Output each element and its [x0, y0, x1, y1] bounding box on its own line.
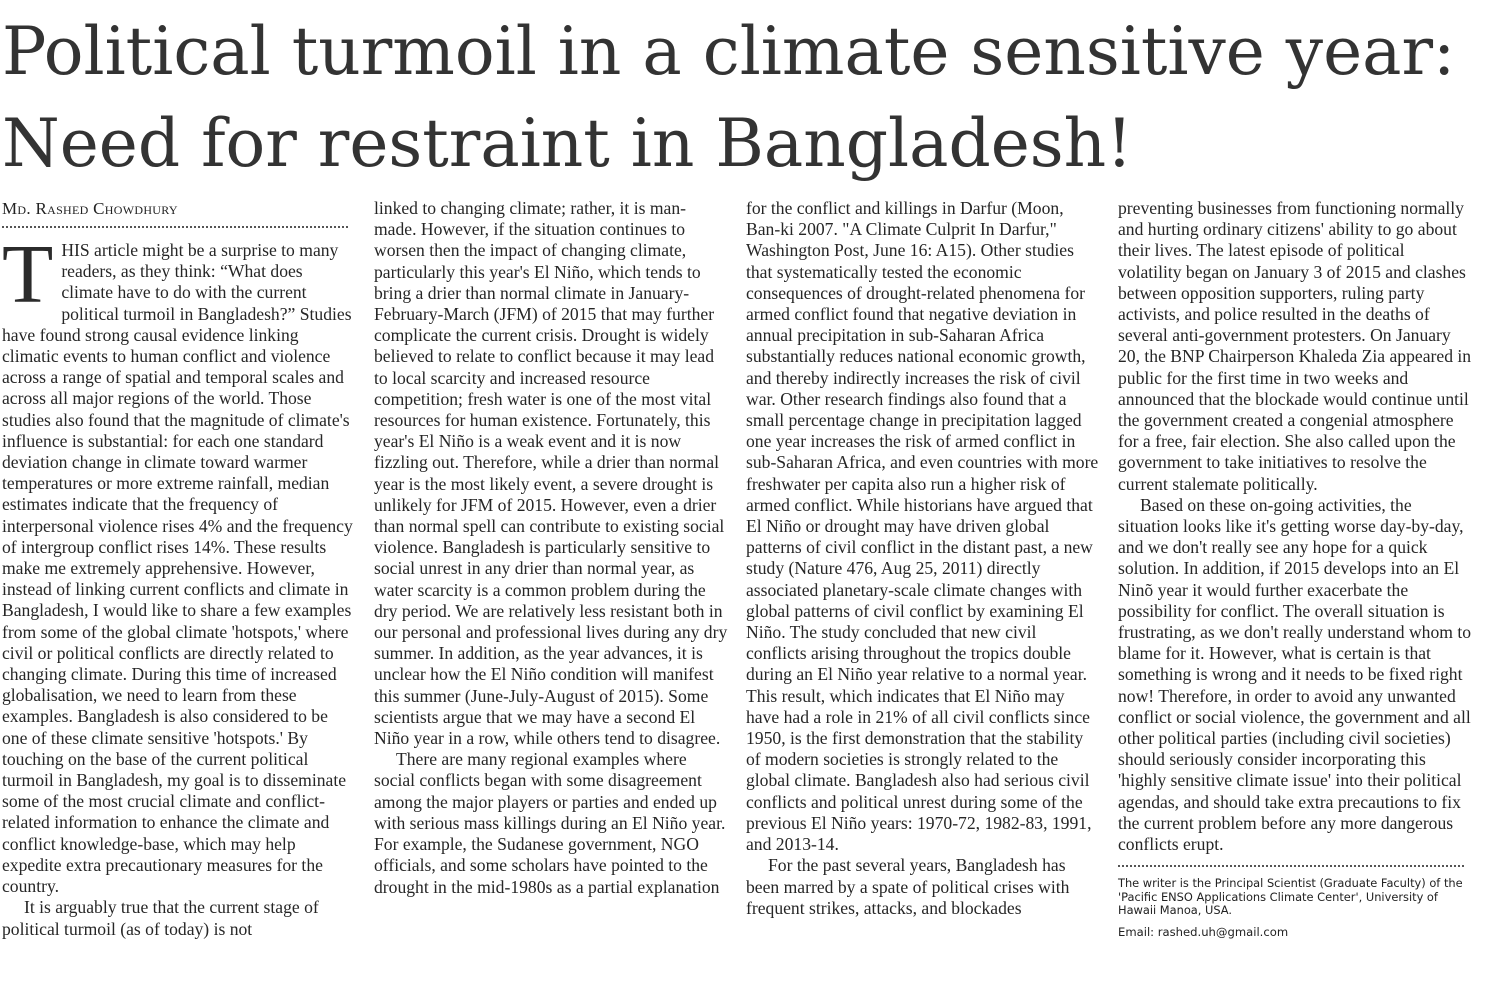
- col4-paragraph-2: Based on these on-going activities, the situation looks like it's getting worse day-by-day, and we don't really see any hope for a quick solution. In addition, if 2015 develops into an El Ninõ year it would further exacerbate the possibility for conflict. The overall situation is frustrating, as we don't really understand whom to blame for it. However, what is certain is that something is wrong and it needs to be fixed right now! Therefore, in order to avoid any unwanted conflict or social violence, the government and all other political parties (including civil societies) should seriously consider incorporating this 'highly sensitive climate issue' into their political agendas, and should take extra precautions to fix the current problem before any more dangerous conflicts erupt.: [1118, 494, 1472, 855]
- col2-paragraph-2: There are many regional examples where social conflicts began with some disagreement among the major players or parties and ended up with serious mass killings during an El Niño year. For example, the Sudanese government, NGO officials, and some scholars have pointed to the drought in the mid-1980s as a partial explanation: [374, 749, 726, 897]
- byline: Md. Rashed Chowdhury: [2, 199, 178, 218]
- author-email: Email: rashed.uh@gmail.com: [1118, 924, 1289, 939]
- col1-paragraph-2: It is arguably true that the current stage of political turmoil (as of today) is not: [2, 897, 319, 939]
- headline: [2, 6, 1482, 190]
- column-2: [374, 198, 728, 898]
- drop-cap: T: [2, 228, 54, 321]
- col2-paragraph-1: linked to changing climate; rather, it is man-made. However, if the situation continues to worsen then the impact of changing climate, particularly this year's El Niño, which tends to bring a drier than normal climate in January-February-March (JFM) of 2015 that may further complicate the current crisis. Drought is widely believed to relate to conflict because it may lead to local scarcity and increased resource competition; fresh water is one of the most vital resources for human existence. Fortunately, this year's El Niño is a weak event and it is now fizzling out. Therefore, while a drier than normal year is the most likely event, a severe drought is unlikely for JFM of 2015. However, even a drier than normal spell can contribute to existing social violence. Bangladesh is particularly sensitive to social unrest in any drier than normal year, as water scarcity is a common problem during the dry period. We are relatively less resistant both in our personal and professional lives during any dry summer. In addition, as the year advances, it is unclear how the El Niño condition will manifest this summer (June-July-August of 2015). Some scientists argue that we may have a second El Niño year in a row, while others tend to disagree.: [374, 198, 728, 749]
- column-1: [2, 198, 356, 940]
- col4-paragraph-1: preventing businesses from functioning normally and hurting ordinary citizens' ability to go about their lives. The latest episode of political volatility began on January 3 of 2015 and clashes between opposition supporters, ruling party activists, and police resulted in the deaths of several anti-government protesters. On January 20, the BNP Chairperson Khaleda Zia appeared in public for the first time in two weeks and announced that the blockade would continue until the government created a congenial atmosphere for a free, fair election. She also called upon the government to take initiatives to resolve the current stalemate politically.: [1118, 198, 1472, 494]
- column-3: [746, 198, 1100, 919]
- col3-paragraph-2: For the past several years, Bangladesh has been marred by a spate of political crises with frequent strikes, attacks, and blockades: [746, 855, 1070, 918]
- headline-line-2: Need for restraint in Bangladesh!: [2, 105, 1133, 182]
- headline-line-1: Political turmoil in a climate sensitive year:: [2, 13, 1456, 90]
- column-4: [1118, 198, 1472, 939]
- col1-paragraph-1-text: HIS article might be a surprise to many readers, as they think: “What does climate have to do with the current political turmoil in Bangladesh?” Studies have found strong causal evidence linking climatic events to human conflict and violence across a range of spatial and temporal scales and across all major regions of the world. Those studies also found that the magnitude of climate's influence is substantial: for each one standard deviation change in climate toward warmer temperatures or more extreme rainfall, median estimates indicate that the frequency of interpersonal violence rises 4% and the frequency of intergroup conflict rises 14%. These results make me extremely apprehensive. However, instead of linking current conflicts and climate in Bangladesh, I would like to share a few examples from some of the global climate 'hotspots,' where civil or political conflicts are directly related to changing climate. During this time of increased globalisation, we need to learn from these examples. Bangladesh is also considered to be one of these climate sensitive 'hotspots.' By touching on the base of the current political turmoil in Bangladesh, my goal is to disseminate some of the most crucial climate and conflict-related information to enhance the climate and conflict knowledge-base, which may help expedite extra precautionary measures for the country.: [2, 240, 353, 897]
- col1-paragraph-1: [2, 228, 356, 897]
- author-note: The writer is the Principal Scientist (Graduate Faculty) of the 'Pacific ENSO Applications Climate Center', University of Hawaii Manoa, USA.: [1118, 876, 1463, 918]
- byline-divider: [2, 222, 348, 228]
- footer-divider: [1118, 861, 1464, 867]
- col3-paragraph-1: for the conflict and killings in Darfur (Moon, Ban-ki 2007. "A Climate Culprit In Darfur," Washington Post, June 16: A15). Other studies that systematically tested the economic consequences of drought-related phenomena for armed conflict found that negative deviation in annual precipitation in sub-Saharan Africa substantially reduces national economic growth, and thereby indirectly increases the risk of civil war. Other research findings also found that a small percentage change in precipitation lagged one year increases the risk of armed conflict in sub-Saharan Africa, and even countries with more freshwater per capita also run a higher risk of armed conflict. While historians have argued that El Niño or drought may have driven global patterns of civil conflict in the distant past, a new study (Nature 476, Aug 25, 2011) directly associated planetary-scale climate changes with global patterns of civil conflict by examining El Niño. The study concluded that new civil conflicts arising throughout the tropics double during an El Niño year relative to a normal year. This result, which indicates that El Niño may have had a role in 21% of all civil conflicts since 1950, is the first demonstration that the stability of modern societies is strongly related to the global climate. Bangladesh also had serious civil conflicts and political unrest during some of the previous El Niño years: 1970-72, 1982-83, 1991, and 2013-14.: [746, 198, 1099, 855]
